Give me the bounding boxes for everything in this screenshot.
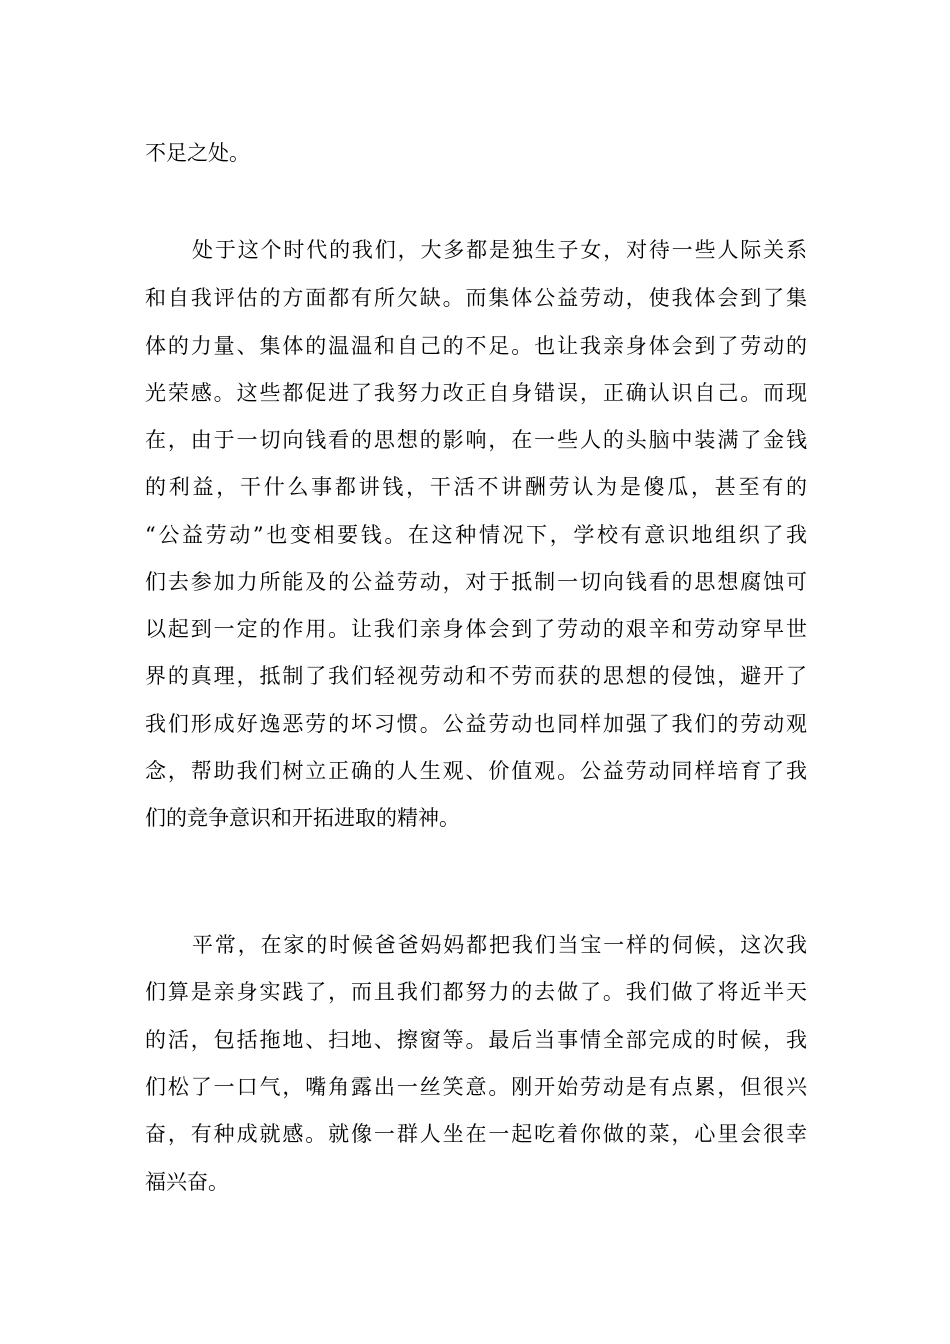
paragraph-2-line-10: 界的真理，抵制了我们轻视劳动和不劳而获的思想的侵蚀，避开了 <box>145 664 807 688</box>
paragraph-3-line-5: 奋，有种成就感。就像一群人坐在一起吃着你做的菜，心里会很幸 <box>145 1122 807 1146</box>
paragraph-2-line-2: 和自我评估的方面都有所欠缺。而集体公益劳动，使我体会到了集 <box>145 286 807 310</box>
paragraph-3-line-6: 福兴奋。 <box>145 1170 229 1194</box>
paragraph-2-line-1: 处于这个时代的我们，大多都是独生子女，对待一些人际关系 <box>192 238 807 262</box>
paragraph-2-line-5: 在，由于一切向钱看的思想的影响，在一些人的头脑中装满了金钱 <box>145 428 807 452</box>
paragraph-3-line-1: 平常，在家的时候爸爸妈妈都把我们当宝一样的伺候，这次我 <box>192 933 807 957</box>
paragraph-3-line-2: 们算是亲身实践了，而且我们都努力的去做了。我们做了将近半天 <box>145 980 807 1004</box>
paragraph-2-line-6: 的利益，干什么事都讲钱，干活不讲酬劳认为是傻瓜，甚至有的 <box>145 475 807 499</box>
paragraph-2-line-13: 们的竞争意识和开拓进取的精神。 <box>145 806 460 830</box>
paragraph-3-line-4: 们松了一口气，嘴角露出一丝笑意。刚开始劳动是有点累，但很兴 <box>145 1075 807 1099</box>
paragraph-3-line-3: 的活，包括拖地、扫地、擦窗等。最后当事情全部完成的时候，我 <box>145 1028 807 1052</box>
paragraph-2-line-11: 我们形成好逸恶劳的坏习惯。公益劳动也同样加强了我们的劳动观 <box>145 712 807 736</box>
paragraph-2-line-3: 体的力量、集体的温温和自己的不足。也让我亲身体会到了劳动的 <box>145 334 807 358</box>
paragraph-2-line-8: 们去参加力所能及的公益劳动，对于抵制一切向钱看的思想腐蚀可 <box>145 570 807 594</box>
paragraph-2-line-9: 以起到一定的作用。让我们亲身体会到了劳动的艰辛和劳动穿早世 <box>145 617 807 641</box>
paragraph-1-line-1: 不足之处。 <box>145 141 250 165</box>
paragraph-2-line-12: 念，帮助我们树立正确的人生观、价值观。公益劳动同样培育了我 <box>145 759 807 783</box>
paragraph-2-line-7: “公益劳动”也变相要钱。在这种情况下，学校有意识地组织了我 <box>145 523 807 547</box>
paragraph-2-line-4: 光荣感。这些都促进了我努力改正自身错误，正确认识自己。而现 <box>145 381 807 405</box>
